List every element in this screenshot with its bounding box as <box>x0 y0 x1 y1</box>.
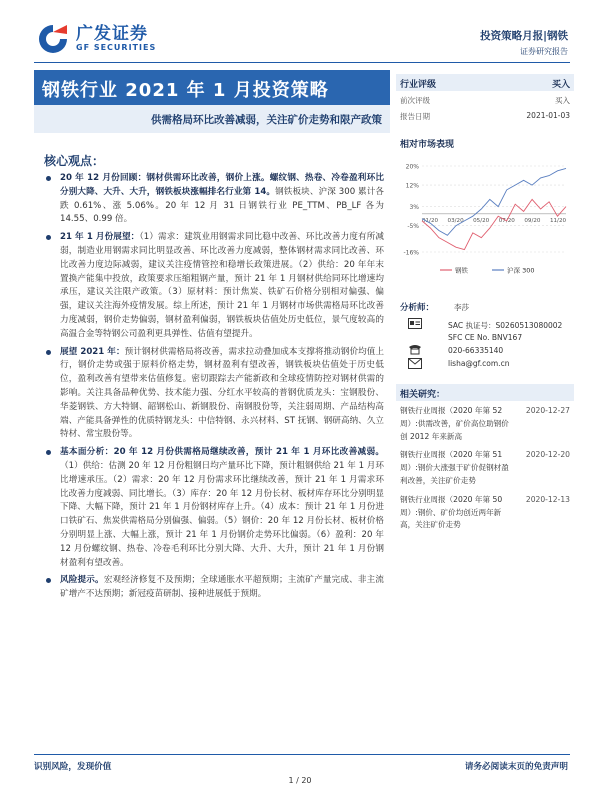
paragraph-text: （1）供给：估测 20 年 12 月份粗钢日均产量环比下降，预计粗钢供给 21 年 1 月环比增速承压。（2）需求：20 年 12 月份需求环比继续改善，预计 21 年 1 月需求环比改善力度减弱、同比增长。（3）库存：20 年 12 月份长材、板材库存环比分别明显下降、大幅下降，预计 21 年 1 月份钢材库存上升。（4）成本：预计 21 年 1 月份进口铁矿石、焦炭供需格局分别偏强、偏弱。（5）钢价：20 年 12 月份长材、板材价格分别明显上涨、大幅上涨，预计 21 年 1 月份钢价走势环比偏弱。（6）盈利：20 年 12 月份螺纹钢、热卷、冷卷毛利环比分别大降、大升、大升，预计 21 年 1 月份钢材盈利有望改善。 <box>60 460 384 568</box>
legend-label: 钢铁 <box>455 266 468 275</box>
analyst-phone-row <box>396 344 574 357</box>
analyst-sfc-row <box>396 331 574 344</box>
x-tick-label: 03/20 <box>447 217 464 224</box>
bullet-icon <box>46 235 51 240</box>
core-views-heading: 核心观点： <box>44 154 105 168</box>
related-item[interactable] <box>396 445 574 489</box>
paragraph-bold: 21 年 1 月份展望： <box>60 232 140 243</box>
analyst-email-row <box>396 357 574 370</box>
y-tick-label: -16% <box>403 249 419 257</box>
related-item-text[interactable]: 钢铁行业周报（2020 年第 50 周）:钢价、矿价均创近两年新高，关注矿价走势 <box>400 494 503 530</box>
prev-rating-label: 前次评级 <box>400 96 430 105</box>
doc-type-label: 投资策略月报|钢铁 <box>480 30 568 42</box>
analyst-name-row <box>396 300 574 318</box>
y-tick-label: 12% <box>405 182 419 190</box>
report-date-row <box>396 107 574 123</box>
rating-value: 买入 <box>551 80 570 90</box>
related-title: 相关研究： <box>396 384 574 401</box>
x-tick-label: 11/20 <box>549 217 567 224</box>
paragraph-text: （1）需求：建筑业用钢需求同比稳中改善、环比改善力度有所减弱，制造业用钢需求同比明显改善、环比改善力度减弱，整体钢材需求同比改善、环比改善力度边际减弱，建议关注疫情管控和稳增长政策进展。（2）供给：20 年年末置换产能集中投放，政策要求压缩粗钢产量，预计 21 年 1 月钢材供给同环比增速均承压，建议关注限产政策。（3）原材料：预计焦炭、铁矿石价格分别相对偏强、偏强，建议关注海外疫情发展。综上所述，预计 21 年 1 月钢材市场供需格局环比改善力度减弱，钢价走势偏弱，钢材盈利偏弱，钢铁板块估值处历史低位，景气度较高的高温合金等特钢公司盈利更具弹性、估值有望提升。 <box>60 232 384 339</box>
relative-performance-chart <box>396 160 574 280</box>
paragraph-outlook-2021 <box>44 346 384 443</box>
paragraph-bold: 展望 2021 年： <box>60 346 125 357</box>
paragraph-text: 预计钢材供需格局将改善，需求拉动叠加成本支撑将推动钢价均值上行，钢价走势或强于原料价格走势，钢材盈利有望改善，钢铁板块估值处于历史低位，盈利改善有望带来估值修复。密切跟踪去产能新政和全球疫情防控对钢材供需的影响。关注具备品种优势、技术能力强、分红水平较高的普钢优质龙头：宝钢股份、华菱钢铁、方大特钢、韶钢松山、新钢股份、南钢股份等，关注弱周期、产品结构高端、产能具备弹性的优质特钢龙头：中信特钢、永兴材料、ST 抚钢、钢研高纳、久立特材、常宝股份等。 <box>60 346 384 440</box>
bullet-icon <box>46 350 51 355</box>
y-tick-label: -5% <box>407 223 419 231</box>
report-date-label: 报告日期 <box>400 112 430 121</box>
rating-label: 行业评级 <box>400 80 437 90</box>
analyst-name: 李莎 <box>454 303 469 312</box>
brand-logo <box>36 22 156 56</box>
prev-rating-row <box>396 91 574 107</box>
core-views-body <box>44 172 384 606</box>
gf-logo-icon <box>36 22 70 56</box>
legend-label: 沪深 300 <box>507 266 535 275</box>
paragraph-text: 宏观经济修复不及预期；全球通胀水平超预期；主流矿产量完成、非主流矿增产不达预期；新冠疫苗研制、接种进展低于预期。 <box>60 575 384 600</box>
related-item-date: 2020-12-13 <box>525 494 570 504</box>
analyst-block <box>396 300 574 370</box>
subtitle-band <box>34 105 390 133</box>
x-tick-label: 05/20 <box>473 217 490 224</box>
related-item-date: 2020-12-20 <box>525 450 570 460</box>
bullet-icon <box>46 578 51 583</box>
x-tick-label: 07/20 <box>498 217 515 224</box>
analyst-sac-row <box>396 318 574 331</box>
footer-slogan: 识别风险，发现价值 <box>34 762 112 772</box>
title-band <box>34 70 390 105</box>
analyst-phone: 020-66335140 <box>448 346 504 355</box>
paragraph-text: 钢铁板块、沪深 300 累计各跌 0.61%、涨 5.06%。20 年 12 月 31 日钢铁行业 PE_TTM、PB_LF 各为 14.55、0.99 倍。 <box>60 186 384 225</box>
page-header <box>0 0 600 66</box>
rating-header <box>396 74 574 91</box>
report-date-value: 2021-01-03 <box>526 111 570 120</box>
related-item[interactable] <box>396 490 574 534</box>
perf-chart-title: 相对市场表现 <box>400 140 455 150</box>
analyst-email[interactable]: lisha@gf.com.cn <box>448 359 510 368</box>
prev-rating-value: 买入 <box>555 96 570 105</box>
email-icon <box>408 358 422 369</box>
paragraph-review <box>44 172 384 227</box>
series-line <box>422 168 566 235</box>
paragraph-bold: 风险提示。 <box>60 575 104 586</box>
related-item-text[interactable]: 钢铁行业周报（2020 年第 52 周）:供需改善，矿价高位助钢价创 2012 年来新高 <box>400 406 509 441</box>
perf-chart-svg <box>396 160 574 280</box>
paragraph-outlook-jan <box>44 231 384 341</box>
y-tick-label: 20% <box>405 163 419 171</box>
footer-divider <box>34 754 570 755</box>
analyst-sac: SAC 执证号：S0260513080002 <box>448 321 563 330</box>
header-divider <box>34 62 570 63</box>
bullet-icon <box>46 176 51 181</box>
report-subtitle: 供需格局环比改善减弱，关注矿价走势和限产政策 <box>151 114 382 126</box>
related-research <box>396 384 574 534</box>
x-tick-label: 09/20 <box>524 217 541 224</box>
report-title: 钢铁行业 2021 年 1 月投资策略 <box>42 80 329 101</box>
y-tick-label: 3% <box>409 204 419 212</box>
related-item-text[interactable]: 钢铁行业周报（2020 年第 51 周）:钢价大涨强于矿价促钢材盈利改善，关注矿价走势 <box>400 450 509 485</box>
analyst-sfc: SFC CE No. BNV167 <box>448 333 523 342</box>
paragraph-fundamentals <box>44 446 384 570</box>
id-card-icon <box>408 318 422 329</box>
analyst-label: 分析师： <box>400 303 435 313</box>
related-item[interactable] <box>396 401 574 445</box>
phone-icon <box>408 344 422 355</box>
paragraph-risk <box>44 574 384 602</box>
series-line <box>422 199 566 249</box>
doc-sub-label: 证券研究报告 <box>520 47 568 56</box>
related-item-date: 2020-12-27 <box>525 406 570 415</box>
paragraph-bold: 20 年 12 月份回顾：钢材供需环比改善，钢价上涨。螺纹钢、热卷、冷卷盈利环比分别大降、大升、大升，钢铁板块涨幅排名行业第 14。 <box>60 173 384 197</box>
brand-name-cn: 广发证券 <box>76 24 148 44</box>
page-number: 1 / 20 <box>288 776 312 785</box>
bullet-icon <box>46 450 51 455</box>
x-tick-label: 01/20 <box>421 217 439 224</box>
paragraph-bold: 基本面分析：20 年 12 月份供需格局继续改善，预计 21 年 1 月环比改善减弱。 <box>60 447 384 458</box>
brand-name-en: GF SECURITIES <box>76 43 157 52</box>
sidebar <box>396 74 574 534</box>
footer-disclaimer: 请务必阅读末页的免责声明 <box>464 762 568 772</box>
